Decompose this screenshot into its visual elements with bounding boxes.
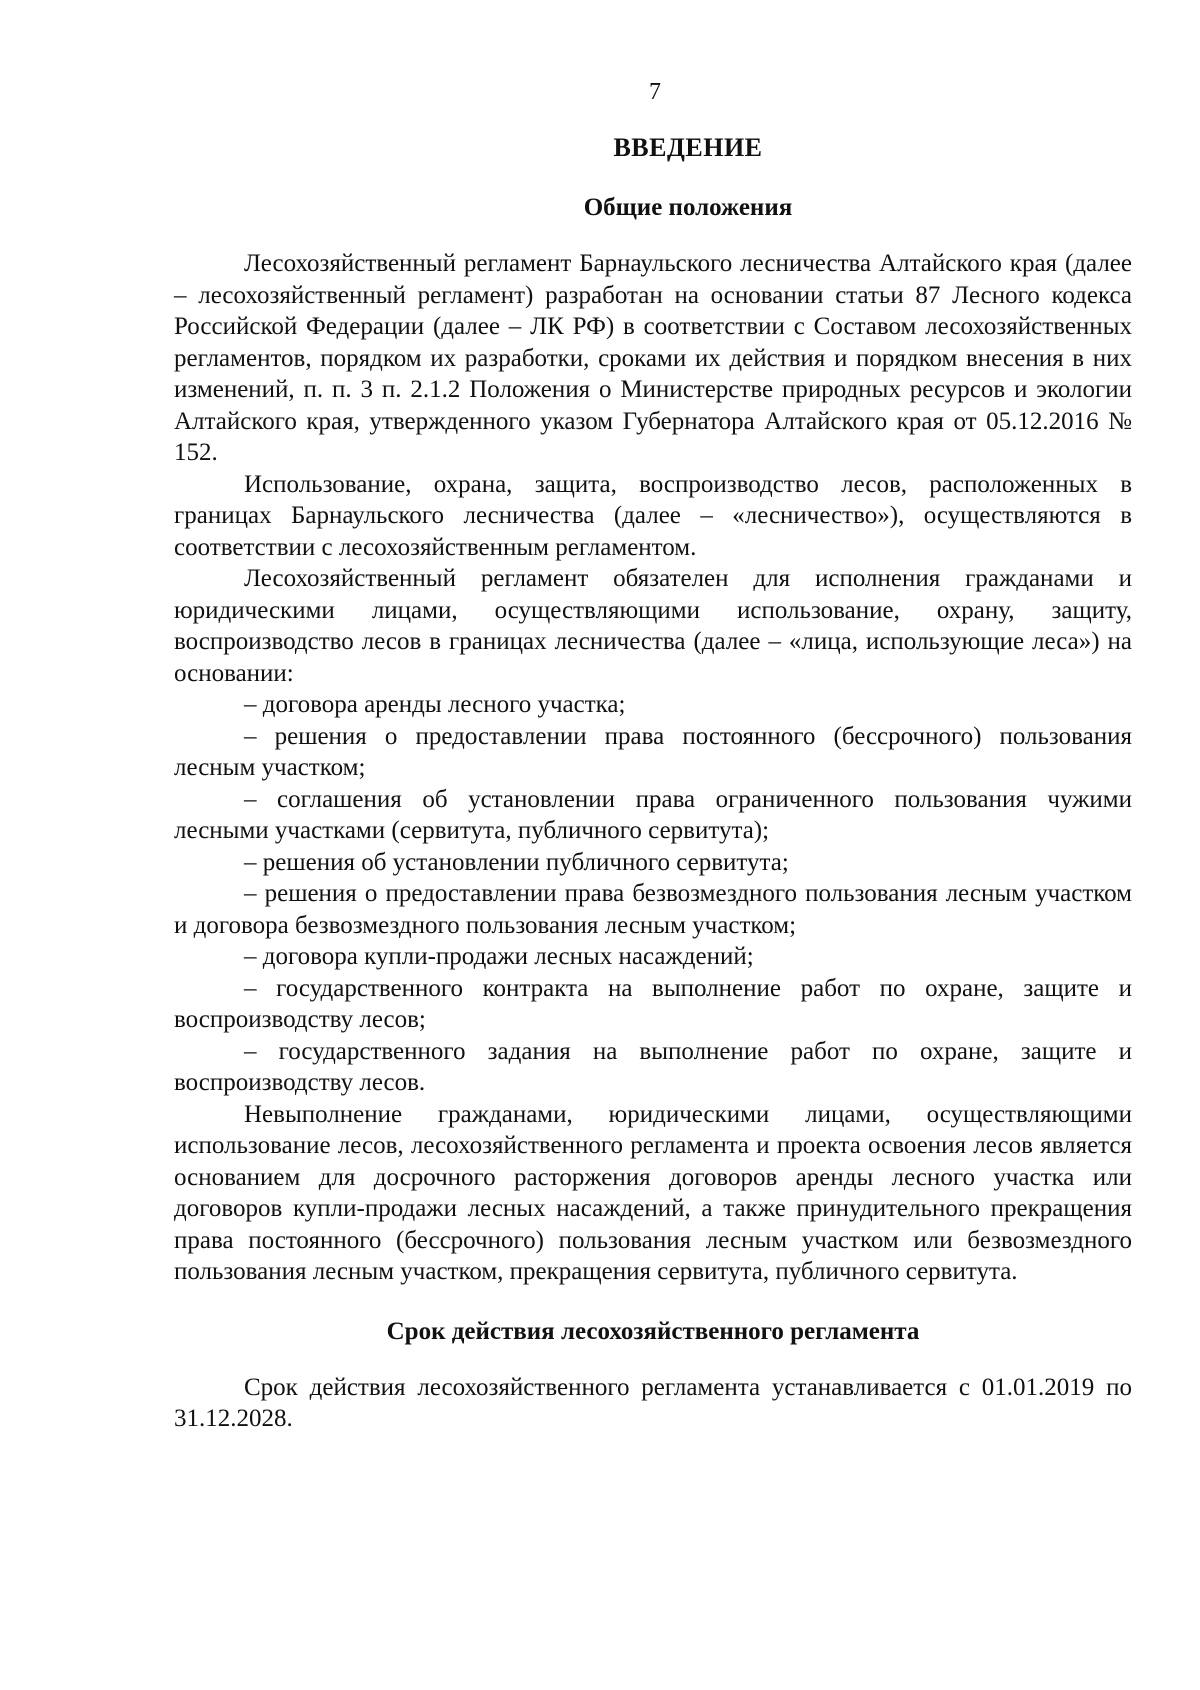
paragraph-obligation: Лесохозяйственный регламент обязателен для исполнения гражданами и юридическими лицами, осуществляющими использование, охрану, защиту, воспроизводство лесов в границах лесничества (далее – «лица, использующие леса») на основании:: [174, 565, 1132, 687]
list-item: – решения о предоставлении права безвозмездного пользования лесным участком и договора безвозмездного пользования лесным участком;: [174, 880, 1132, 939]
list-item: – государственного задания на выполнение работ по охране, защите и воспроизводству лесов.: [174, 1037, 1132, 1096]
list-item: – государственного контракта на выполнение работ по охране, защите и воспроизводству лесов;: [174, 974, 1132, 1033]
list-item: – решения о предоставлении права постоянного (бессрочного) пользования лесным участком;: [174, 722, 1132, 781]
document-title: ВВЕДЕНИЕ: [613, 133, 763, 162]
list-item: – решения об установлении публичного сервитута;: [244, 848, 789, 876]
section-heading-general: Общие положения: [583, 194, 793, 221]
list-item: – договора купли-продажи лесных насаждений;: [244, 943, 754, 970]
section-heading-validity: Срок действия лесохозяйственного регламента: [386, 1317, 920, 1345]
list-item: – договора аренды лесного участка;: [244, 691, 626, 718]
list-item: – соглашения об установлении права ограниченного пользования чужими лесными участками (сервитута, публичного сервитута);: [174, 785, 1132, 844]
paragraph-intro: Лесохозяйственный регламент Барнаульского лесничества Алтайского края (далее – лесохозяйственный регламент) разработан на основании статьи 87 Лесного кодекса Российской Федерации (далее – ЛК РФ) в соответствии с Составом лесохозяйственных регламентов, порядком их разработки, сроками их действия и порядком внесения в них изменений, п. п. 3 п. 2.1.2 Положения о Министерстве природных ресурсов и экологии Алтайского края, утвержденного указом Губернатора Алтайского края от 05.12.2016 № 152.: [174, 250, 1132, 466]
paragraph-usage: Использование, охрана, защита, воспроизводство лесов, расположенных в границах Барнаульского лесничества (далее – «лесничество»), осуществляются в соответствии с лесохозяйственным регламентом.: [174, 470, 1132, 561]
document-body: [174, 130, 1132, 1435]
basis-list: [174, 689, 1132, 1099]
page-number: 7: [649, 79, 661, 105]
paragraph-non-compliance: Невыполнение гражданами, юридическими лицами, осуществляющими использование лесов, лесохозяйственного регламента и проекта освоения лесов является основанием для досрочного расторжения договоров аренды лесного участка или договоров купли-продажи лесных насаждений, а также принудительного прекращения права постоянного (бессрочного) пользования лесным участком или безвозмездного пользования лесным участком, прекращения сервитута, публичного сервитута.: [174, 1100, 1132, 1285]
paragraph-validity-period: Срок действия лесохозяйственного регламента устанавливается с 01.01.2019 по 31.12.2028.: [174, 1373, 1132, 1432]
